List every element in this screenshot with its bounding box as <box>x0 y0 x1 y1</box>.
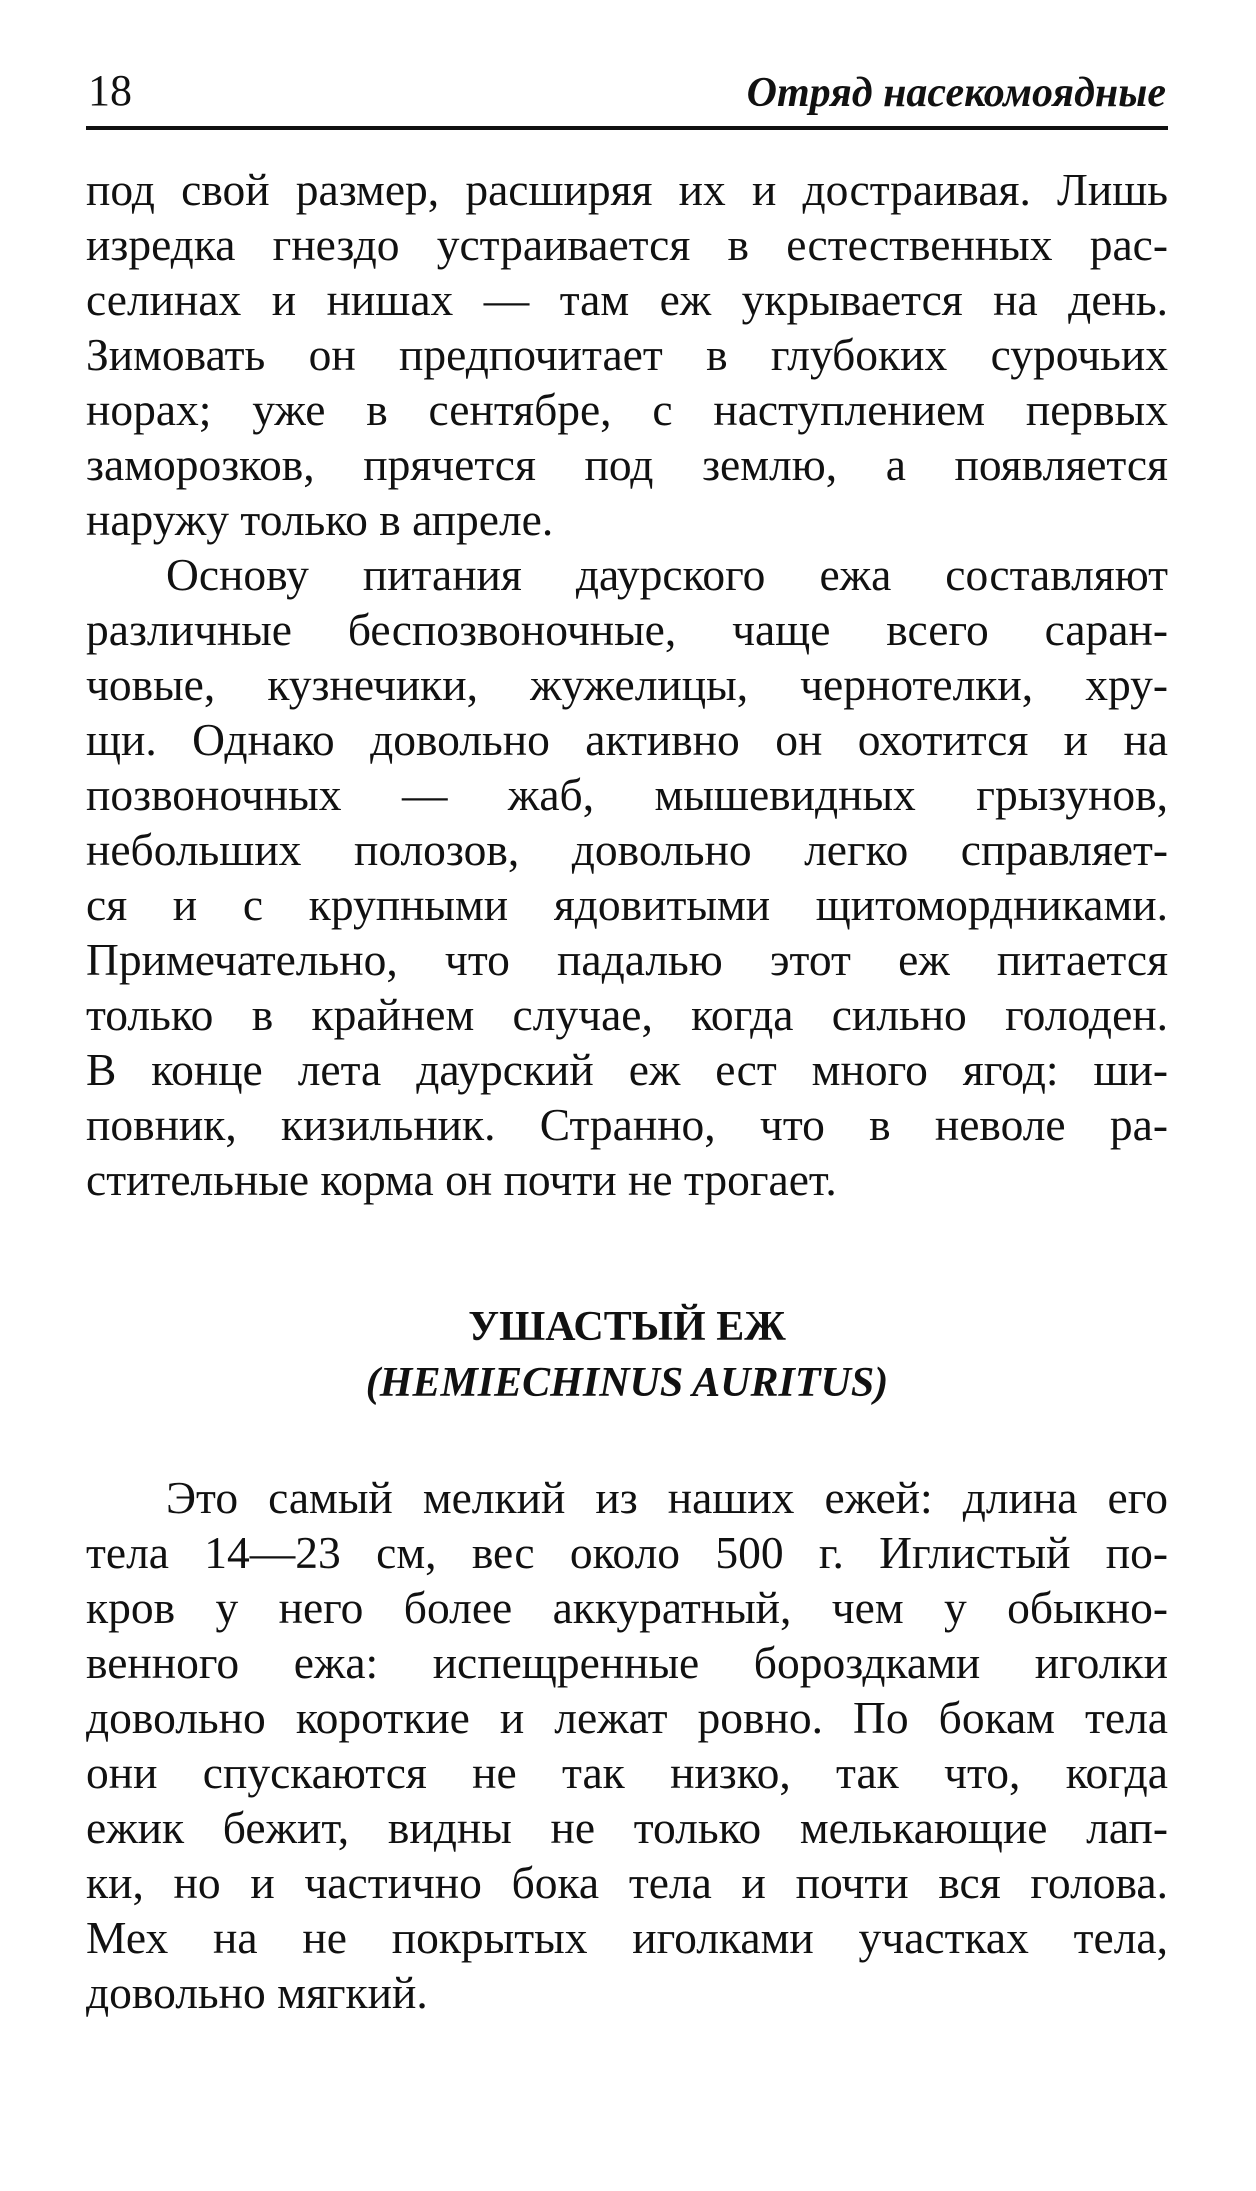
text-line: щи. Однако довольно активно он охотится и на <box>86 714 1168 765</box>
text-line: наружу только в апреле. <box>86 494 554 545</box>
text-line: заморозков, прячется под землю, а появляется <box>86 439 1168 490</box>
text-line: изредка гнездо устраивается в естественных рас- <box>86 219 1168 270</box>
text-line: только в крайнем случае, когда сильно голоден. <box>86 989 1168 1040</box>
page-number: 18 <box>88 66 132 115</box>
text-line: ся и с крупными ядовитыми щитомордниками. <box>86 879 1168 930</box>
text-line: они спускаются не так низко, так что, когда <box>86 1747 1168 1798</box>
text-line: венного ежа: испещренные бороздками иголки <box>86 1637 1168 1688</box>
section-latin-name: (HEMIECHINUS AURITUS) <box>365 1360 889 1406</box>
text-line: човые, кузнечики, жужелицы, чернотелки, хру- <box>86 659 1168 710</box>
paragraph-description <box>86 1470 1168 2020</box>
section-title: УШАСТЫЙ ЕЖ <box>468 1304 786 1350</box>
paragraph-continuation <box>86 162 1168 547</box>
book-page <box>86 0 1168 2191</box>
text-line: Мех на не покрытых иголками участках тела, <box>86 1912 1168 1963</box>
text-line: ки, но и частично бока тела и почти вся голова. <box>86 1857 1168 1908</box>
text-line: различные беспозвоночные, чаще всего саран- <box>86 604 1168 655</box>
text-line: довольно короткие и лежат ровно. По бокам тела <box>86 1692 1168 1743</box>
text-line: позвоночных — жаб, мышевидных грызунов, <box>86 769 1168 820</box>
text-line: кров у него более аккуратный, чем у обыкно- <box>86 1582 1168 1633</box>
running-header <box>86 62 1168 130</box>
text-line: небольших полозов, довольно легко справляет- <box>86 824 1168 875</box>
paragraph-diet <box>86 547 1168 1207</box>
text-line: Основу питания даурского ежа составляют <box>166 549 1168 600</box>
text-line: норах; уже в сентябре, с наступлением первых <box>86 384 1168 435</box>
text-line: Примечательно, что падалью этот еж питается <box>86 934 1168 985</box>
running-title: Отряд насекомоядные <box>746 70 1166 116</box>
text-line: Это самый мелкий из наших ежей: длина его <box>166 1472 1168 1523</box>
text-line: под свой размер, расширяя их и достраивая. Лишь <box>86 164 1168 215</box>
text-line: стительные корма он почти не трогает. <box>86 1154 837 1205</box>
text-line: селинах и нишах — там еж укрывается на день. <box>86 274 1168 325</box>
text-line: тела 14—23 см, вес около 500 г. Иглистый по- <box>86 1527 1168 1578</box>
text-line: Зимовать он предпочитает в глубоких сурочьих <box>86 329 1168 380</box>
text-line: повник, кизильник. Странно, что в неволе ра- <box>86 1099 1168 1150</box>
text-line: ежик бежит, видны не только мелькающие лап- <box>86 1802 1168 1853</box>
text-line: довольно мягкий. <box>86 1967 428 2018</box>
text-line: В конце лета даурский еж ест много ягод: ши- <box>86 1044 1168 1095</box>
